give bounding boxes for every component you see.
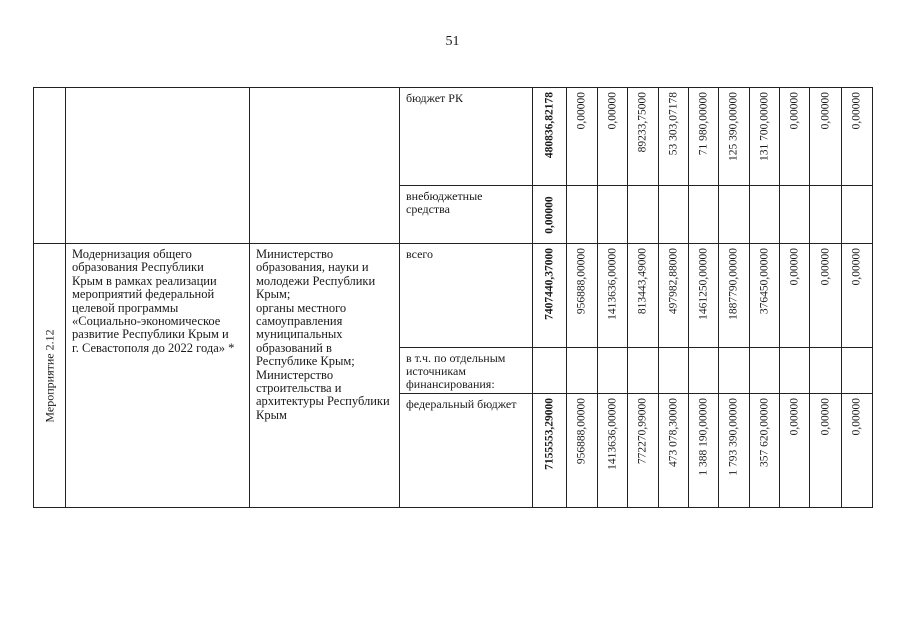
value-cell: 125 390,00000 — [719, 88, 750, 186]
value-cell: 497982,88000 — [659, 244, 689, 348]
value-cell: 0,00000 — [533, 186, 567, 244]
value-cell: 772270,99000 — [628, 394, 659, 508]
budget-table — [33, 87, 873, 508]
value-cell — [567, 186, 598, 244]
empty-executor-cell — [250, 88, 400, 244]
value-cell — [628, 186, 659, 244]
value-cell: 0,00000 — [780, 88, 810, 186]
value-cell: 71 980,00000 — [689, 88, 719, 186]
value-cell — [659, 186, 689, 244]
empty-name-cell — [66, 88, 250, 244]
value-cell: 0,00000 — [842, 244, 873, 348]
value-cell — [689, 186, 719, 244]
value-cell: 89233,75000 — [628, 88, 659, 186]
value-cell: 0,00000 — [810, 394, 842, 508]
value-cell: 131 700,00000 — [750, 88, 780, 186]
value-cell — [810, 348, 842, 394]
value-cell: 956888,00000 — [567, 394, 598, 508]
source-cell: всего — [400, 244, 533, 348]
value-cell: 480836,82178 — [533, 88, 567, 186]
value-cell: 0,00000 — [598, 88, 628, 186]
value-cell — [659, 348, 689, 394]
measure-name-cell: Модернизация общего образования Республики Крым в рамках реализации мероприятий федеральной целевой программы «Социально-экономическое развитие Республики Крым и г. Севастополя до 2022 года» * — [66, 244, 250, 508]
value-cell: 7407440,37000 — [533, 244, 567, 348]
value-cell: 813443,49000 — [628, 244, 659, 348]
value-cell: 0,00000 — [780, 244, 810, 348]
value-cell: 473 078,30000 — [659, 394, 689, 508]
value-cell — [719, 348, 750, 394]
value-cell — [810, 186, 842, 244]
value-cell: 376450,00000 — [750, 244, 780, 348]
value-cell: 53 303,07178 — [659, 88, 689, 186]
value-cell — [780, 348, 810, 394]
value-cell — [689, 348, 719, 394]
row-total — [34, 244, 873, 348]
row-budget-rk — [34, 88, 873, 186]
empty-label-cell — [34, 88, 66, 244]
source-cell: бюджет РК — [400, 88, 533, 186]
value-cell — [719, 186, 750, 244]
value-cell: 0,00000 — [810, 244, 842, 348]
source-cell: федеральный бюджет — [400, 394, 533, 508]
value-cell: 0,00000 — [842, 394, 873, 508]
value-cell: 357 620,00000 — [750, 394, 780, 508]
value-cell: 1461250,00000 — [689, 244, 719, 348]
value-cell — [567, 348, 598, 394]
value-cell — [842, 186, 873, 244]
value-cell — [598, 348, 628, 394]
value-cell: 1413636,00000 — [598, 394, 628, 508]
value-cell: 0,00000 — [810, 88, 842, 186]
page-number: 51 — [445, 34, 460, 49]
measure-executors-cell: Министерство образования, науки и молодежи Республики Крым; органы местного самоуправления муниципальных образований в Республике Крым; Министерство строительства и архитектуры Республики Крым — [250, 244, 400, 508]
value-cell: 956888,00000 — [567, 244, 598, 348]
value-cell — [842, 348, 873, 394]
value-cell — [598, 186, 628, 244]
value-cell — [533, 348, 567, 394]
value-cell — [750, 186, 780, 244]
value-cell — [628, 348, 659, 394]
value-cell: 1413636,00000 — [598, 244, 628, 348]
value-cell: 1 793 390,00000 — [719, 394, 750, 508]
value-cell: 0,00000 — [567, 88, 598, 186]
measure-label-cell: Мероприятие 2.12 — [34, 244, 66, 508]
value-cell — [780, 186, 810, 244]
value-cell — [750, 348, 780, 394]
source-cell: внебюджетные средства — [400, 186, 533, 244]
value-cell: 1887790,00000 — [719, 244, 750, 348]
value-cell: 7155553,29000 — [533, 394, 567, 508]
value-cell: 0,00000 — [842, 88, 873, 186]
value-cell: 1 388 190,00000 — [689, 394, 719, 508]
source-cell: в т.ч. по отдельным источникам финансирования: — [400, 348, 533, 394]
value-cell: 0,00000 — [780, 394, 810, 508]
